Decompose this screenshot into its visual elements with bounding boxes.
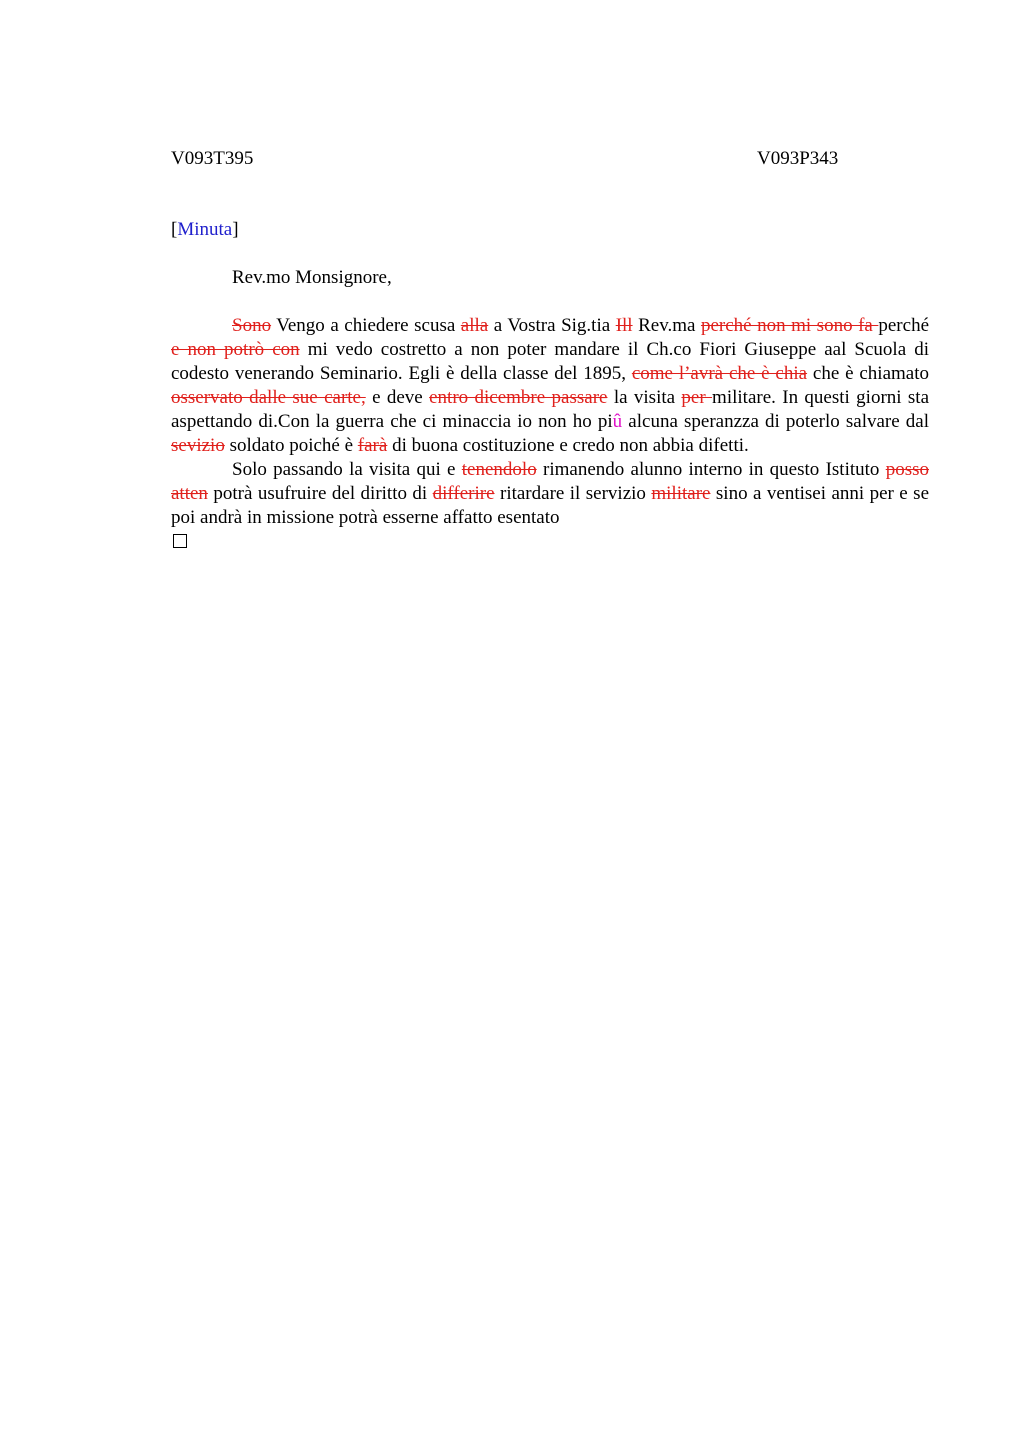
text-run: perché bbox=[878, 315, 930, 336]
deleted-text: osservato dalle sue carte, bbox=[171, 387, 366, 408]
text-run: mi vedo costretto a non poter mandare il Ch.co Fiori Giuseppe aal Scuola di codesto venerando Seminario. Egli è della classe del 1895, bbox=[171, 339, 929, 384]
text-run: e deve bbox=[365, 387, 430, 408]
deleted-text: tenendolo bbox=[461, 459, 537, 480]
paragraph-2 bbox=[171, 458, 929, 530]
bracket-open: [ bbox=[171, 219, 178, 240]
empty-square-icon bbox=[173, 534, 187, 548]
document-code-right: V093P343 bbox=[757, 148, 839, 169]
end-mark bbox=[171, 530, 929, 555]
salutation: Rev.mo Monsignore, bbox=[232, 267, 392, 288]
text-run: militare. In questi giorni sta aspettando di.Con la guerra che ci minaccia io non ho pi bbox=[171, 387, 930, 432]
document-page bbox=[171, 146, 929, 555]
deleted-text: perché non mi sono fa bbox=[700, 315, 879, 336]
text-run: di buona costituzione e credo non abbia difetti. bbox=[387, 435, 749, 456]
text-run: a Vostra Sig.tia bbox=[488, 315, 616, 336]
deleted-text: militare bbox=[651, 483, 711, 504]
text-run: sino a ventisei anni per e se poi andrà in missione potrà esserne affatto esentato bbox=[171, 483, 930, 528]
text-run: soldato poiché è bbox=[224, 435, 358, 456]
deleted-text: come l’avrà che è chia bbox=[631, 363, 808, 384]
text-run: potrà usufruire del diritto di bbox=[207, 483, 433, 504]
draft-label: Minuta bbox=[177, 219, 233, 240]
uncertain-character: û bbox=[612, 411, 623, 432]
deleted-text: per bbox=[681, 387, 713, 408]
text-run: che è chiamato bbox=[807, 363, 929, 384]
deleted-text: alla bbox=[460, 315, 489, 336]
text-run: alcuna speranzza di poterlo salvare dal bbox=[622, 411, 930, 432]
text-run: la visita bbox=[607, 387, 682, 408]
bracket-close: ] bbox=[232, 219, 239, 240]
deleted-text: e non potrò con bbox=[171, 339, 300, 360]
deleted-text: sevizio bbox=[171, 435, 225, 456]
deleted-text: farà bbox=[357, 435, 388, 456]
text-run: Rev.ma bbox=[632, 315, 701, 336]
draft-note bbox=[171, 218, 929, 242]
paragraph-1 bbox=[171, 314, 929, 458]
document-code-left: V093T395 bbox=[171, 148, 254, 169]
text-run: Solo passando la visita qui e bbox=[232, 459, 462, 480]
letter-body bbox=[171, 314, 929, 555]
text-run: Vengo a chiedere scusa bbox=[271, 315, 461, 336]
text-run: rimanendo alunno interno in questo Istituto bbox=[536, 459, 886, 480]
deleted-text: differire bbox=[432, 483, 495, 504]
deleted-text: posso atten bbox=[171, 459, 929, 504]
deleted-text: Sono bbox=[232, 315, 272, 336]
deleted-text: Ill bbox=[615, 315, 633, 336]
deleted-text: entro dicembre passare bbox=[429, 387, 608, 408]
document-codes bbox=[171, 146, 929, 172]
text-run: ritardare il servizio bbox=[494, 483, 652, 504]
